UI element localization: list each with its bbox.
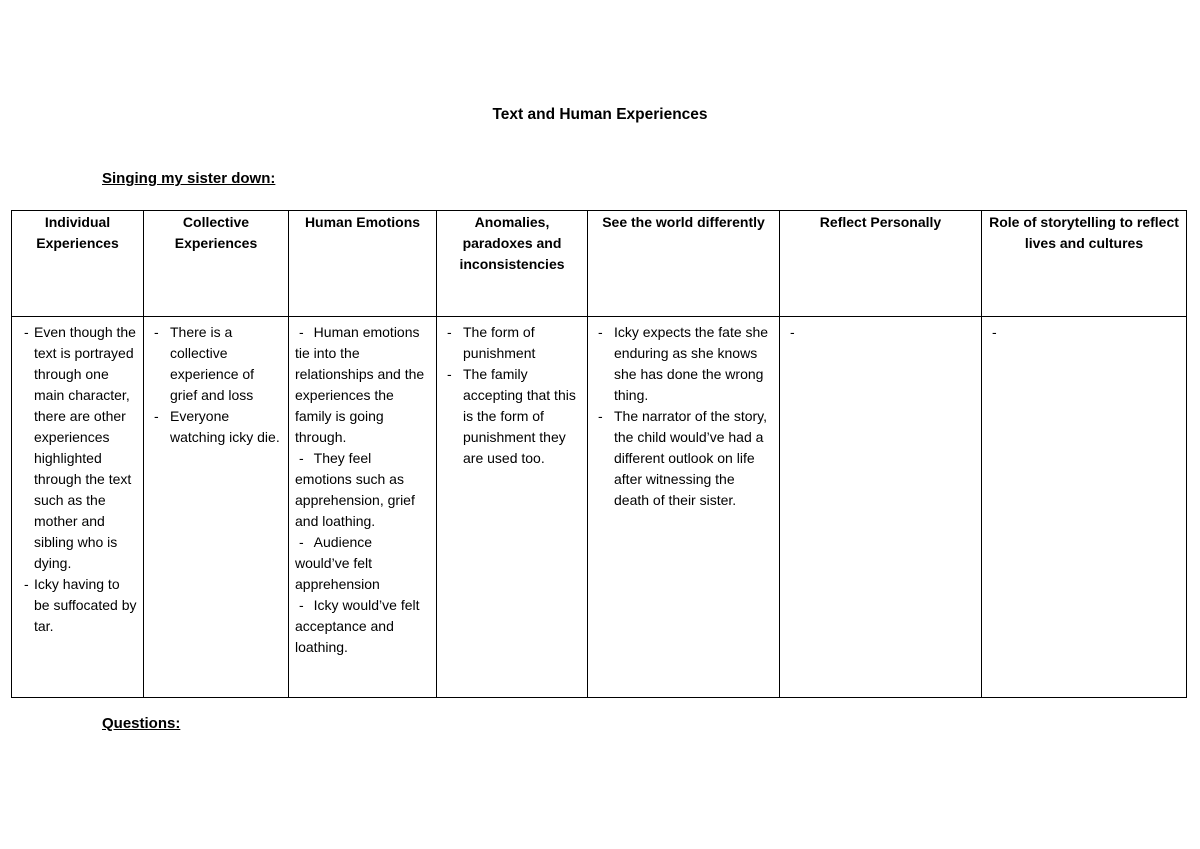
header-individual-experiences: Individual Experiences [12,211,144,317]
document-title: Text and Human Experiences [492,106,708,123]
cell-reflect-personally [780,317,982,698]
section-heading-questions: Questions: [102,715,181,732]
header-see-world-differently: See the world differently [588,211,780,317]
list-item: - The narrator of the story, the child would’ve had a different outlook on life after witnessing the death of their sister. [594,406,773,511]
cell-see-world-differently [588,317,780,698]
cell-individual-experiences [12,317,144,698]
cell-human-emotions [289,317,437,698]
section-heading-singing-my-sister-down: Singing my sister down: [102,170,276,187]
list-item: - Icky having to be suffocated by tar. [18,574,137,637]
list-item: - There is a collective experience of grief and loss [150,322,282,406]
header-collective-experiences: Collective Experiences [144,211,289,317]
cell-collective-experiences [144,317,289,698]
list-item: - Everyone watching icky die. [150,406,282,448]
list-item: - Icky expects the fate she enduring as she knows she has done the wrong thing. [594,322,773,406]
header-role-of-storytelling: Role of storytelling to reflect lives and cultures [982,211,1187,317]
list-item: - They feel emotions such as apprehension, grief and loathing. [295,448,430,532]
list-item: - Audience would’ve felt apprehension [295,532,430,595]
list-item: - Human emotions tie into the relationships and the experiences the family is going through. [295,322,430,448]
list-item: - The family accepting that this is the form of punishment they are used too. [443,364,581,469]
cell-role-of-storytelling [982,317,1187,698]
header-human-emotions: Human Emotions [289,211,437,317]
list-item: - The form of punishment [443,322,581,364]
table-row [12,317,1187,698]
list-item: - Even though the text is portrayed through one main character, there are other experiences highlighted through the text such as the mother and sibling who is dying. [18,322,137,574]
cell-anomalies [437,317,588,698]
header-anomalies: Anomalies, paradoxes and inconsistencies [437,211,588,317]
experiences-table [11,210,1187,698]
table-header-row [12,211,1187,317]
list-item: - Icky would’ve felt acceptance and loathing. [295,595,430,658]
header-reflect-personally: Reflect Personally [780,211,982,317]
